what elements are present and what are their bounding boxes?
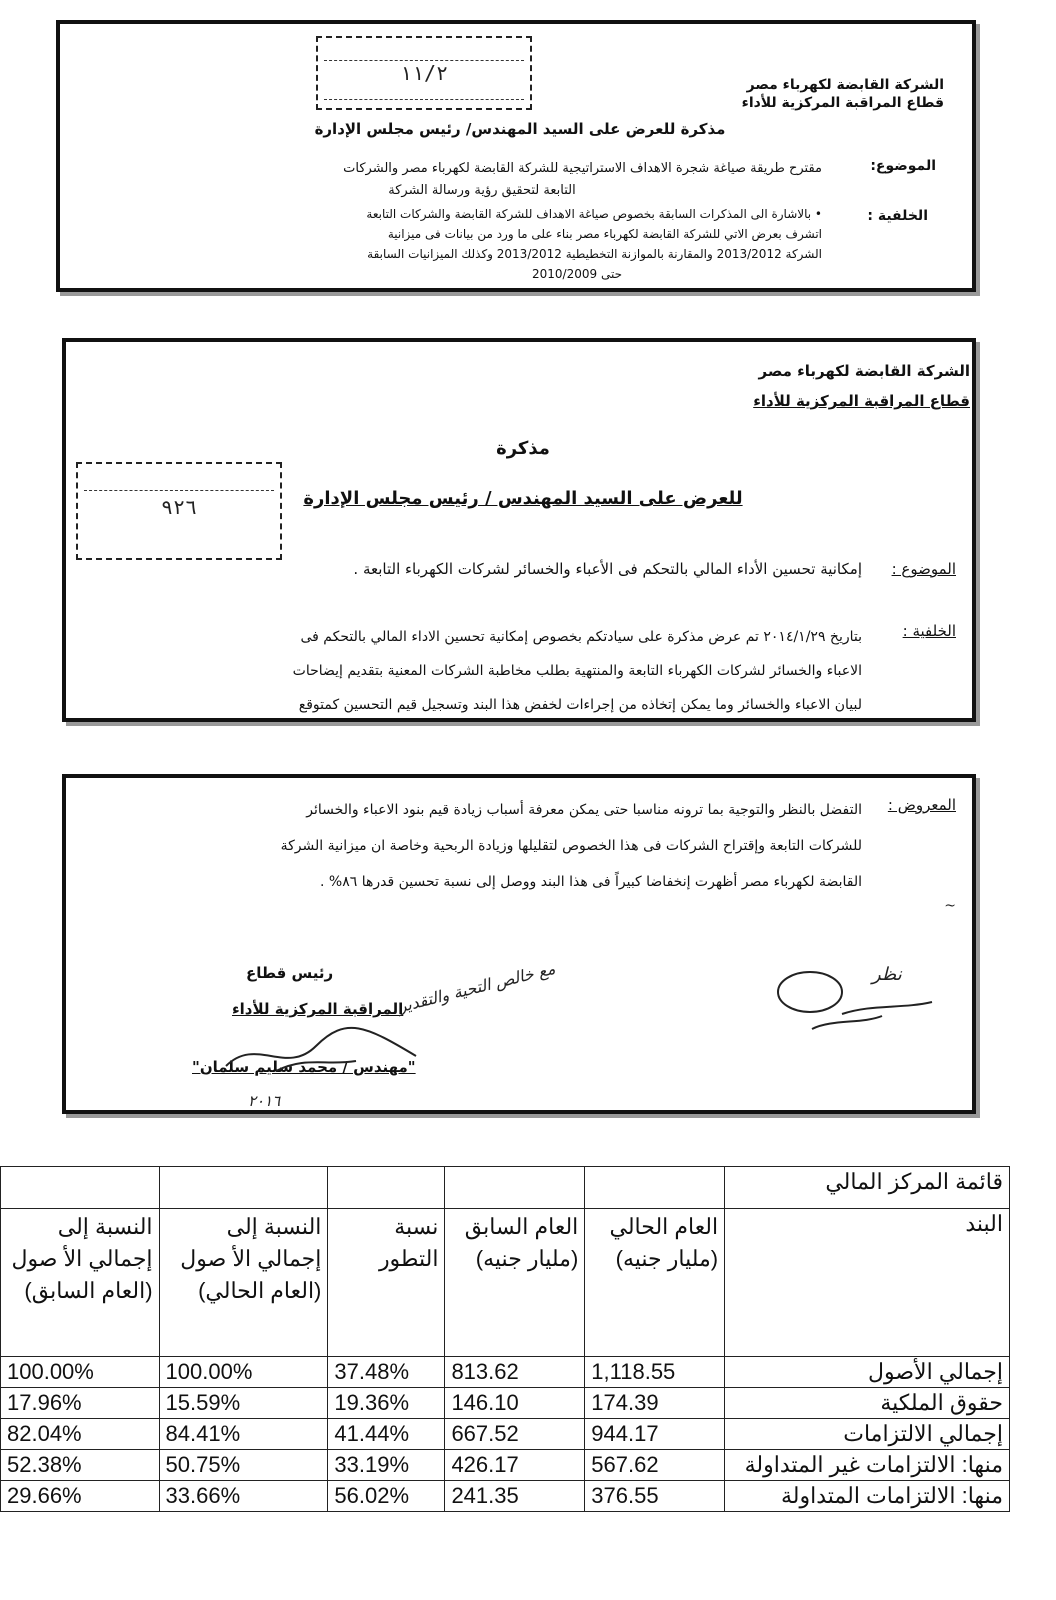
cell-ratio-current: 33.66% (159, 1481, 328, 1512)
memo-excerpt-3 (62, 774, 976, 1114)
table-row (1, 1357, 1010, 1388)
table-row (1, 1450, 1010, 1481)
background-line: الشركة 2013/2012 والمقارنة بالموازنة التخطيطية 2013/2012 وكذلك الميزانيات السابقة (367, 247, 822, 261)
org-department: قطاع المراقبة المركزية للأداء (741, 95, 944, 111)
background-line: اتشرف بعرض الاتي للشركة القابضة لكهرباء مصر بناء على ما ورد من بيانات فى ميزانية (387, 227, 822, 241)
cell-current: 376.55 (585, 1481, 725, 1512)
financial-position-table (0, 1166, 1010, 1512)
cell-previous: 667.52 (445, 1419, 585, 1450)
background-label: الخلفية : (867, 208, 928, 224)
memo-excerpt-2 (62, 338, 976, 722)
cell-growth: 56.02% (328, 1481, 445, 1512)
handwritten-approval (772, 954, 942, 1044)
header-previous: العام السابق (مليار جنيه) (445, 1209, 585, 1357)
cell-growth: 37.48% (328, 1357, 445, 1388)
cell-growth: 19.36% (328, 1388, 445, 1419)
row-item: إجمالي الأصول (725, 1357, 1010, 1388)
cell-ratio-previous: 100.00% (1, 1357, 160, 1388)
cell-ratio-previous: 82.04% (1, 1419, 160, 1450)
cell-ratio-current: 100.00% (159, 1357, 328, 1388)
proposal-label: المعروض : (887, 796, 956, 814)
header-growth: نسبة التطور (328, 1209, 445, 1357)
cell-ratio-previous: 17.96% (1, 1388, 160, 1419)
handwritten-note: مع خالص التحية والتقدير (396, 958, 558, 1017)
cell-previous: 146.10 (445, 1388, 585, 1419)
background-line: لبيان الاعباء والخسائر وما يمكن إتخاذه من إجراءات لخفض هذا البند وتسجيل قيم التحسين كمتوقع (298, 697, 862, 713)
table-row (1, 1419, 1010, 1450)
handwritten-date: ٢٠١٦ (248, 1092, 281, 1110)
table-row (1, 1388, 1010, 1419)
stamp-number: ١١/٢ (399, 61, 449, 85)
memo-title: للعرض على السيد المهندس / رئيس مجلس الإدارة (303, 488, 743, 509)
cell-current: 944.17 (585, 1419, 725, 1450)
subject-text: إمكانية تحسين الأداء المالي بالتحكم فى الأعباء والخسائر لشركات الكهرباء التابعة . (353, 560, 862, 578)
background-line: الاعباء والخسائر لشركات الكهرباء التابعة والمنتهية بطلب مخاطبة الشركات المعنية بتقديم إيضاحات (292, 663, 862, 679)
subject-line: مقترح طريقة صياغة شجرة الاهداف الاستراتيجية للشركة القابضة لكهرباء مصر والشركات (343, 161, 822, 176)
header-ratio-previous: النسبة إلى إجمالي الأ صول (العام السابق) (1, 1209, 160, 1357)
memo-title: مذكرة للعرض على السيد المهندس/ رئيس مجلس الإدارة (314, 120, 726, 138)
handwritten-remark: نظر (872, 964, 902, 985)
cell-ratio-current: 84.41% (159, 1419, 328, 1450)
cell-current: 1,118.55 (585, 1357, 725, 1388)
signature-department: المراقبة المركزية للأداء (232, 1000, 404, 1018)
org-name: الشركة القابضة لكهرباء مصر (746, 77, 944, 93)
cell-current: 567.62 (585, 1450, 725, 1481)
header-item: البند (725, 1209, 1010, 1357)
registry-stamp (316, 36, 532, 110)
row-item: إجمالي الالتزامات (725, 1419, 1010, 1450)
subject-label: الموضوع: (870, 158, 936, 174)
proposal-line: للشركات التابعة وإقتراح الشركات فى هذا الخصوص لتقليلها وزيادة الربحية وخاصة ان ميزانية الشركة (280, 838, 862, 854)
header-ratio-current: النسبة إلى إجمالي الأ صول (العام الحالي) (159, 1209, 328, 1357)
handwritten-initials: ~ (944, 898, 956, 914)
background-line: بتاريخ ٢٠١٤/١/٢٩ تم عرض مذكرة على سيادتكم بخصوص إمكانية تحسين الاداء المالي بالتحكم فى (300, 629, 862, 645)
row-item: منها: الالتزامات غير المتداولة (725, 1450, 1010, 1481)
cell-current: 174.39 (585, 1388, 725, 1419)
subject-line: التابعة لتحقيق رؤية ورسالة الشركة (388, 183, 576, 198)
subject-label: الموضوع : (891, 560, 956, 578)
cell-ratio-current: 50.75% (159, 1450, 328, 1481)
signature-title: رئيس قطاع (246, 964, 334, 982)
stamp-number: ٩٢٦ (160, 495, 198, 519)
cell-ratio-previous: 52.38% (1, 1450, 160, 1481)
signature-name: "مهندس / محمد سليم سلمان" (192, 1058, 416, 1076)
cell-growth: 41.44% (328, 1419, 445, 1450)
background-line: • بالاشارة الى المذكرات السابقة بخصوص صياغة الاهداف للشركة القابضة والشركات التابعة (366, 207, 822, 221)
cell-previous: 426.17 (445, 1450, 585, 1481)
header-current: العام الحالي (مليار جنيه) (585, 1209, 725, 1357)
org-department: قطاع المراقبة المركزية للأداء (753, 392, 970, 410)
registry-stamp (76, 462, 282, 560)
signature-scribble (216, 1016, 426, 1086)
cell-growth: 33.19% (328, 1450, 445, 1481)
table-row (1, 1481, 1010, 1512)
background-label: الخلفية : (902, 622, 956, 640)
table-caption: قائمة المركز المالي (725, 1167, 1010, 1209)
table-caption-row (1, 1167, 1010, 1209)
background-line: حتى 2010/2009 (532, 267, 622, 281)
cell-ratio-previous: 29.66% (1, 1481, 160, 1512)
memo-excerpt-1 (56, 20, 976, 292)
cell-previous: 241.35 (445, 1481, 585, 1512)
memo-heading: مذكرة (496, 438, 550, 459)
proposal-line: التفضل بالنظر والتوجية بما ترونه مناسبا حتى يمكن معرفة أسباب زيادة قيم بنود الاعباء والخسائر (306, 802, 862, 818)
proposal-line: القابضة لكهرباء مصر أظهرت إنخفاضا كبيراً فى هذا البند ووصل إلى نسبة تحسين قدرها ٨٦% . (320, 874, 862, 890)
cell-previous: 813.62 (445, 1357, 585, 1388)
org-name: الشركة القابضة لكهرباء مصر (758, 362, 970, 380)
row-item: منها: الالتزامات المتداولة (725, 1481, 1010, 1512)
row-item: حقوق الملكية (725, 1388, 1010, 1419)
cell-ratio-current: 15.59% (159, 1388, 328, 1419)
table-header-row (1, 1209, 1010, 1357)
